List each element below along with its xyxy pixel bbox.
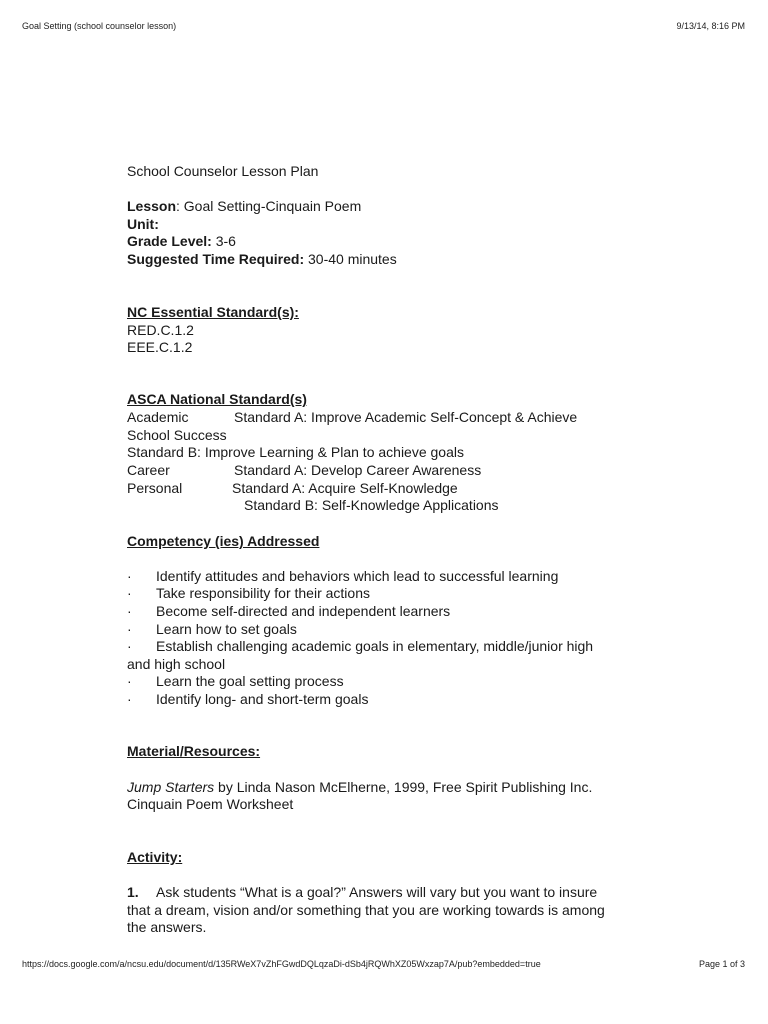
competency-item: Establish challenging academic goals in elementary, middle/junior high [156,638,594,654]
grade-value: 3-6 [211,233,236,249]
nc-standard-item: RED.C.1.2 [127,322,194,338]
lesson-line [127,198,361,216]
list-item [127,673,344,691]
materials-worksheet: Cinquain Poem Worksheet [127,796,294,812]
list-item [127,638,593,656]
print-footer-url: https://docs.google.com/a/ncsu.edu/document/d/135RWeX7vZhFGwdDQLqzaDi-dSb4jRQWhXZ05Wxzap7A/pub?embedded=true [22,959,541,969]
competency-item: Learn the goal setting process [156,673,344,689]
bullet: · [127,585,132,601]
activity-step-1-cont: that a dream, vision and/or something that you are working towards is among [127,902,605,918]
bullet: · [127,568,132,584]
time-line [127,251,397,269]
grade-line [127,233,236,251]
asca-personal-standard-a: Standard A: Acquire Self-Knowledge [232,480,458,496]
asca-academic-standard-a: Standard A: Improve Academic Self-Concept & Achieve [234,409,578,425]
print-header-title: Goal Setting (school counselor lesson) [22,21,177,31]
competency-item: Take responsibility for their actions [156,585,370,601]
activity-step-1-cont: the answers. [127,919,207,935]
bullet: · [127,621,132,637]
asca-academic-label: Academic [127,409,189,425]
nc-standard-item: EEE.C.1.2 [127,339,193,355]
bullet: · [127,603,132,619]
list-item [127,568,558,586]
activity-step-1 [127,884,597,902]
time-label: Suggested Time Required: [127,251,305,267]
list-item [127,621,297,639]
document-title: School Counselor Lesson Plan [127,163,319,179]
bullet: · [127,638,132,654]
competency-item: Learn how to set goals [156,621,297,637]
list-item [127,691,368,709]
step-number: 1. [127,884,139,900]
asca-personal-label: Personal [127,480,183,496]
materials-heading: Material/Resources: [127,743,261,759]
print-header-datetime: 9/13/14, 8:16 PM [676,21,745,31]
list-item [127,585,370,603]
competency-item: Identify attitudes and behaviors which lead to successful learning [156,568,559,584]
materials-book-line [127,779,592,797]
asca-academic-standard-a-cont: School Success [127,427,227,443]
asca-career-label: Career [127,462,170,478]
asca-personal-line [127,480,458,498]
book-title: Jump Starters [127,779,215,795]
asca-academic-line [127,409,577,427]
asca-personal-standard-b: Standard B: Self-Knowledge Applications [244,497,499,513]
asca-career-standard-a: Standard A: Develop Career Awareness [234,462,482,478]
lesson-label: Lesson [127,198,177,214]
grade-label: Grade Level: [127,233,212,249]
asca-academic-standard-b: Standard B: Improve Learning & Plan to achieve goals [127,444,464,460]
asca-career-line [127,462,481,480]
list-item [127,603,450,621]
bullet: · [127,691,132,707]
nc-standards-heading: NC Essential Standard(s): [127,304,299,320]
bullet: · [127,673,132,689]
book-details: by Linda Nason McElherne, 1999, Free Spirit Publishing Inc. [214,779,593,795]
competency-item: Identify long- and short-term goals [156,691,369,707]
competency-heading: Competency (ies) Addressed [127,533,320,549]
competency-item: Become self-directed and independent learners [156,603,451,619]
asca-standards-heading: ASCA National Standard(s) [127,391,307,407]
activity-heading: Activity: [127,849,183,865]
time-value: 30-40 minutes [304,251,397,267]
unit-label: Unit: [127,216,159,232]
step-text: Ask students “What is a goal?” Answers will vary but you want to insure [156,884,598,900]
competency-item-cont: and high school [127,656,226,672]
print-footer-page: Page 1 of 3 [698,959,745,969]
lesson-value: : Goal Setting-Cinquain Poem [176,198,362,214]
